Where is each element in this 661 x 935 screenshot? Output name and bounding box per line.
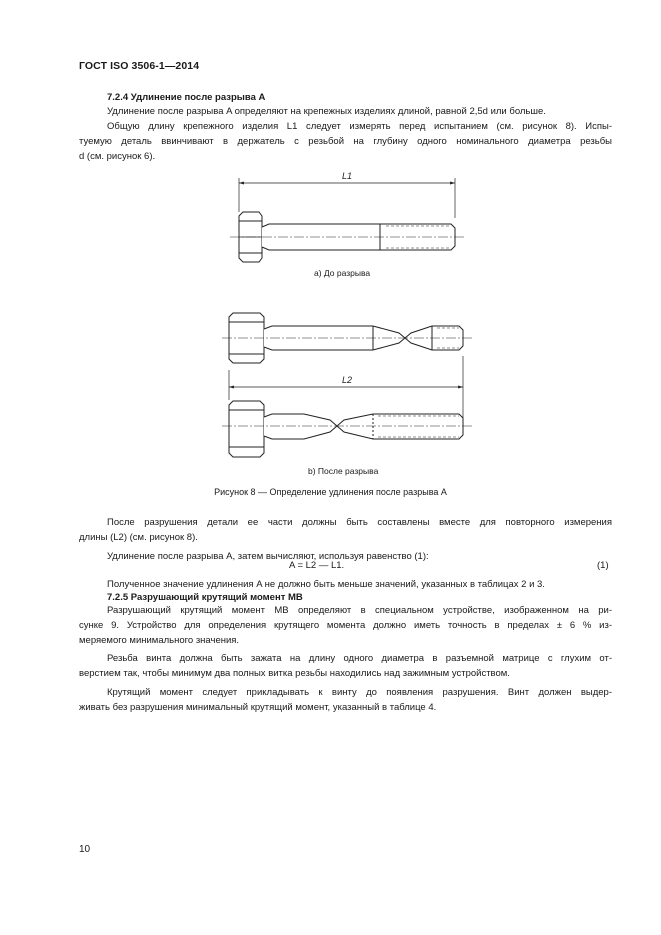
figure-8-title: Рисунок 8 — Определение удлинения после разрыва A [214,487,447,497]
text-line: Удлинение после разрыва A, затем вычисляют, используя равенство (1): [107,551,429,562]
paragraph-thread-clamping [79,651,612,681]
caption-before-fracture: а) До разрыва [314,268,371,278]
document-header: ГОСТ ISO 3506-1—2014 [79,60,200,72]
text-line: d (см. рисунок 6). [79,151,156,162]
text-line: Удлинение после разрыва A определяют на крепежных изделиях длиной, равной 2,5d или больше. [107,106,546,117]
section-heading-7-2-5: 7.2.5 Разрушающий крутящий момент MB [107,592,303,603]
text-line: туемую деталь ввинчивают в держатель с резьбой на глубину одного номинального диаметра резьбы [79,136,612,147]
bolt-after-fracture-top [222,313,472,363]
text-line: меряемого минимального значения. [79,635,240,646]
text-line: Общую длину крепежного изделия L1 следует измерять перед испытанием (см. рисунок 8). Испы- [107,121,612,132]
text-line: Резьба винта должна быть зажата на длину одного диаметра в разъемной матрице с глухим от- [107,653,612,664]
text-line: верстием так, чтобы минимум два полных витка резьбы находились над зажимным устройством. [79,668,510,679]
caption-after-fracture: b) После разрыва [308,466,379,476]
paragraph-minimum-elongation [79,577,612,592]
text-line: Крутящий момент следует прикладывать к винту до появления разрушения. Винт должен выдер- [107,687,612,698]
dimension-label-l2: L2 [342,375,353,385]
text-line: сунке 9. Устройство для определения крутящего момента должно иметь точность в пределах ± 6 % из- [79,620,612,631]
text-line: Полученное значение удлинения A не должно быть меньше значений, указанных в таблицах 2 и 3. [107,579,545,590]
bolt-after-fracture-bottom [222,401,472,457]
page-number: 10 [79,844,91,855]
section-heading-7-2-4: 7.2.4 Удлинение после разрыва A [107,92,266,103]
paragraph-reassembly [79,515,612,564]
text-line: живать без разрушения минимальный крутящий момент, указанный в таблице 4. [79,702,437,713]
bolt-before-fracture [230,178,466,262]
paragraph-torque-application [79,685,612,715]
formula-expression: A = L2 — L1. [289,560,345,571]
dimension-label-l1: L1 [342,171,353,181]
text-line: После разрушения детали ее части должны быть составлены вместе для повторного измерения [107,517,612,528]
formula-number: (1) [597,560,609,571]
paragraph-torque-device [79,603,612,648]
text-line: длины (L2) (см. рисунок 8). [79,532,198,543]
text-line: Разрушающий крутящий момент MB определяют в специальном устройстве, изображенном на ри- [107,605,612,616]
